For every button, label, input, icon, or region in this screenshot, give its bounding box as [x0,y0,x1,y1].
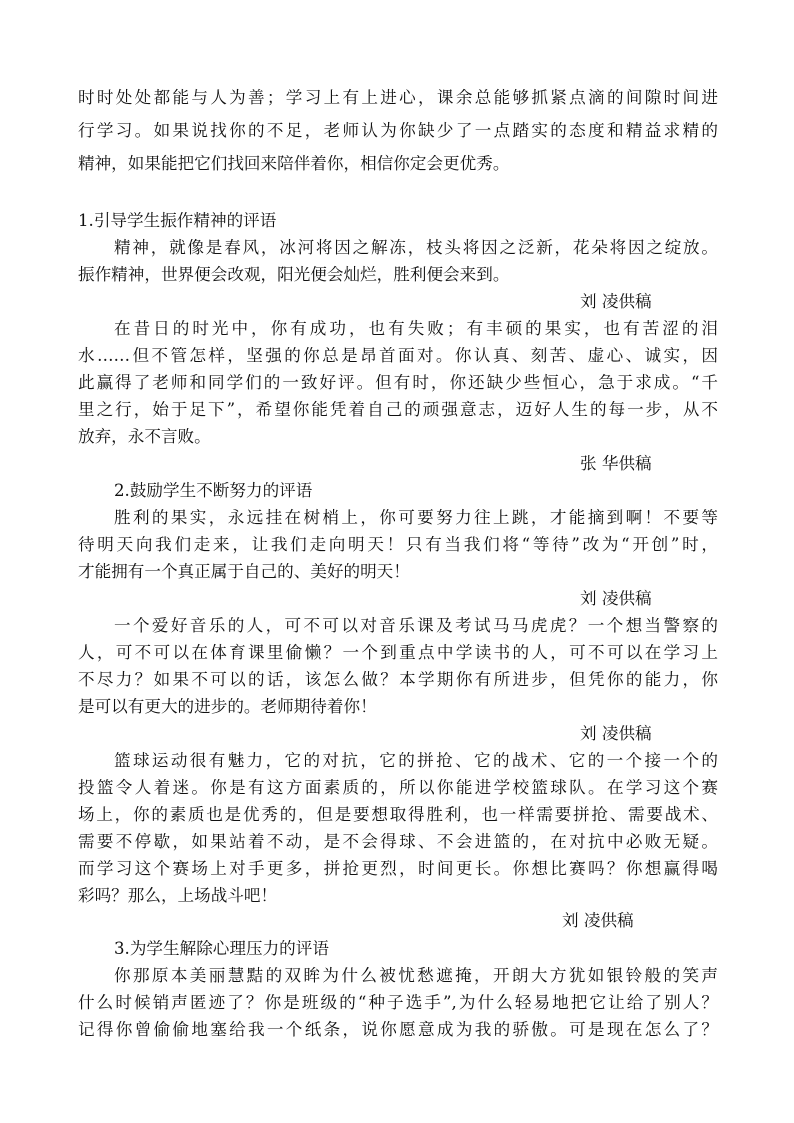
text-line: 振作精神，世界便会改观，阳光便会灿烂，胜利便会来到。 [78,265,510,284]
text-line: 而学习这个赛场上对手更多，拼抢更烈，时间更长。你想比赛吗？你想赢得喝 [78,859,718,878]
signature: 刘 凌供稿 [580,724,652,743]
text-line: 需要不停歇，如果站着不动，是不会得球、不会进篮的，在对抗中必败无疑。 [78,832,718,851]
section-heading-2: 2.鼓励学生不断努力的评语 [114,481,313,500]
text-line: 一个爱好音乐的人，可不可以对音乐课及考试马马虎虎？一个想当警察的 [114,616,718,635]
text-line: 人，可不可以在体育课里偷懒？一个到重点中学读书的人，可不可以在学习上 [78,643,718,662]
intro-paragraph [78,84,718,177]
text-line: 才能拥有一个真正属于自己的、美好的明天！ [78,562,410,581]
section3-comment-1 [78,962,718,1043]
text-line: 记得你曾偷偷地塞给我一个纸条，说你愿意成为我的骄傲。可是现在怎么了？ [78,1020,718,1039]
text-line: 你那原本美丽慧黠的双眸为什么被忧愁遮掩，开朗大方犹如银铃般的笑声 [114,966,718,985]
text-line: 行学习。如果说找你的不足，老师认为你缺少了一点踏实的态度和精益求精的 [78,121,718,140]
text-line: 彩吗？那么，上场战斗吧！ [78,886,278,905]
text-line: 胜利的果实，永远挂在树梢上，你可要努力往上跳，才能摘到啊！不要等 [114,508,718,527]
text-line: 水……但不管怎样，坚强的你总是昂首面对。你认真、刻苦、虚心、诚实，因 [78,346,718,365]
section2-comment-3 [78,747,718,909]
text-line: 什么时候销声匿迹了？你是班级的“种子选手”,为什么轻易地把它让给了别人？ [78,993,718,1012]
text-line: 时时处处都能与人为善；学习上有上进心，课余总能够抓紧点滴的间隙时间进 [78,88,718,107]
section1-comment-2 [78,315,718,450]
signature: 刘 凌供稿 [580,589,652,608]
section2-comment-2 [78,612,718,720]
text-line: 篮球运动很有魅力，它的对抗，它的拼抢、它的战术、它的一个接一个的 [114,751,718,770]
text-line: 此赢得了老师和同学们的一致好评。但有时，你还缺少些恒心，急于求成。“千 [78,373,718,392]
text-line: 是可以有更大的进步的。老师期待着你！ [78,697,377,716]
section-heading-3: 3.为学生解除心理压力的评语 [114,939,329,958]
text-line: 精神，就像是春风，冰河将因之解冻，枝头将因之泛新，花朵将因之绽放。 [114,238,718,257]
text-line: 在昔日的时光中，你有成功，也有失败；有丰硕的果实，也有苦涩的泪 [114,319,718,338]
signature: 刘 凌供稿 [562,911,634,930]
section-heading-1: 1.引导学生振作精神的评语 [78,211,277,230]
signature: 张 华供稿 [580,454,652,473]
text-line: 里之行，始于足下”，希望你能凭着自己的顽强意志，迈好人生的每一步，从不 [78,400,718,419]
section1-comment-1 [78,234,718,288]
text-line: 待明天向我们走来，让我们走向明天！只有当我们将“等待”改为“开创”时， [78,535,718,554]
text-line: 投篮令人着迷。你是有这方面素质的，所以你能进学校篮球队。在学习这个赛 [78,778,718,797]
signature: 刘 凌供稿 [580,292,652,311]
text-line: 不尽力？如果不可以的话，该怎么做？本学期你有所进步，但凭你的能力，你 [78,670,718,689]
text-line: 场上，你的素质也是优秀的，但是要想取得胜利，也一样需要拼抢、需要战术、 [78,805,718,824]
text-line: 放弃，永不言败。 [78,427,211,446]
section2-comment-1 [78,504,718,585]
text-line: 精神，如果能把它们找回来陪伴着你，相信你定会更优秀。 [78,154,510,173]
